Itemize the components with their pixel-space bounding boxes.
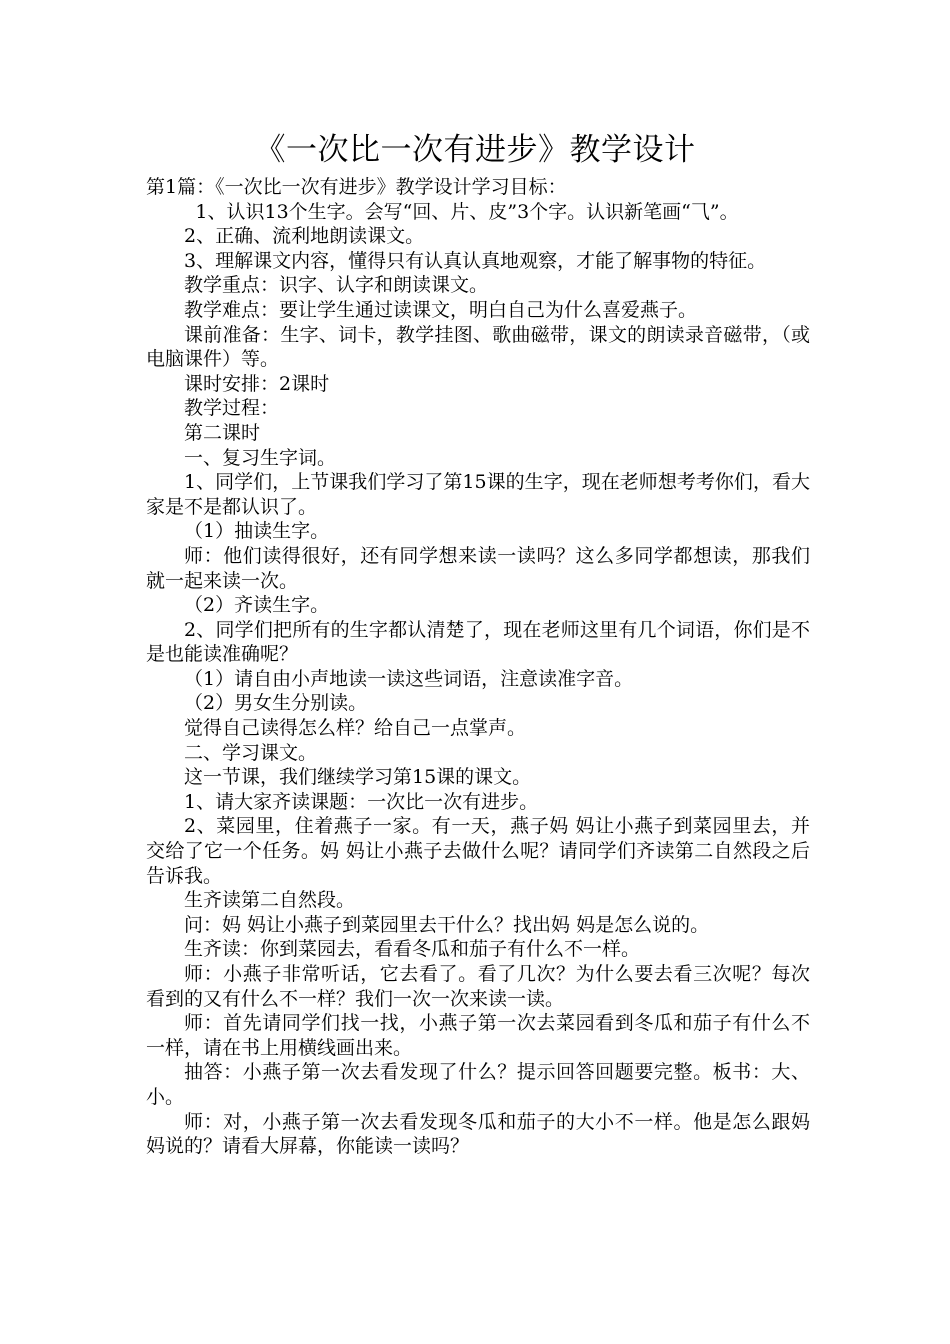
paragraph: （1）请自由小声地读一读这些词语，注意读准字音。 <box>184 667 634 690</box>
paragraph: （2）齐读生字。 <box>184 594 330 617</box>
paragraph: 1、认识13个生字。会写“回、片、皮”3个字。认识新笔画“⺄”。 <box>195 200 739 223</box>
paragraph: 2、同学们把所有的生字都认清楚了，现在老师这里有几个词语，你们是不是也能读准确呢？ <box>146 618 810 666</box>
paragraph: 抽答：小燕子第一次去看发现了什么？提示回答回题要完整。板书：大、小。 <box>146 1061 810 1108</box>
paragraph: 教学难点：要让学生通过读课文，明白自己为什么喜爱燕子。 <box>184 298 698 321</box>
paragraph: 第1篇：《一次比一次有进步》教学设计学习目标： <box>146 176 567 198</box>
document-title: 《一次比一次有进步》教学设计 <box>254 132 696 168</box>
paragraph: 3、理解课文内容，懂得只有认真认真地观察，才能了解事物的特征。 <box>184 249 767 272</box>
paragraph: 一、复习生字词。 <box>184 446 337 469</box>
paragraph: 课前准备：生字、词卡，教学挂图、歌曲磁带，课文的朗读录音磁带，（或电脑课件）等。 <box>146 323 810 371</box>
paragraph: 2、正确、流利地朗读课文。 <box>184 225 425 248</box>
paragraph: 第二课时 <box>184 421 261 444</box>
paragraph: 生齐读第二自然段。 <box>184 889 356 912</box>
paragraph: 觉得自己读得怎么样？给自己一点掌声。 <box>184 717 527 740</box>
paragraph: 1、同学们，上节课我们学习了第15课的生字，现在老师想考考你们，看大家是不是都认识了。 <box>146 471 810 518</box>
paragraph: 二、学习课文。 <box>184 741 318 764</box>
paragraph: 教学过程： <box>184 397 280 420</box>
paragraph: 1、请大家齐读课题：一次比一次有进步。 <box>184 790 539 813</box>
paragraph: 问：妈 妈让小燕子到菜园里去干什么？找出妈 妈是怎么说的。 <box>184 913 710 936</box>
paragraph: 这一节课，我们继续学习第15课的课文。 <box>184 766 532 789</box>
paragraph: 生齐读：你到菜园去，看看冬瓜和茄子有什么不一样。 <box>184 938 641 961</box>
paragraph: 师：首先请同学们找一找，小燕子第一次去菜园看到冬瓜和茄子有什么不一样，请在书上用横线画出来。 <box>146 1012 810 1059</box>
paragraph: 2、菜园里，住着燕子一家。有一天，燕子妈 妈让小燕子到菜园里去，并交给了它一个任务。妈 妈让小燕子去做什么呢？请同学们齐读第二自然段之后告诉我。 <box>146 815 810 887</box>
paragraph: （1）抽读生字。 <box>184 520 330 543</box>
paragraph: 教学重点：识字、认字和朗读课文。 <box>184 274 489 297</box>
paragraph: （2）男女生分别读。 <box>184 692 368 715</box>
paragraph: 课时安排：2课时 <box>184 372 330 395</box>
document-body <box>146 175 810 1159</box>
paragraph: 师：他们读得很好，还有同学想来读一读吗？这么多同学都想读，那我们就一起来读一次。 <box>146 544 810 592</box>
paragraph: 师：对，小燕子第一次去看发现冬瓜和茄子的大小不一样。他是怎么跟妈 妈说的？请看大屏幕，你能读一读吗？ <box>146 1110 810 1158</box>
paragraph: 师：小燕子非常听话，它去看了。看了几次？为什么要去看三次呢？每次看到的又有什么不一样？我们一次一次来读一读。 <box>146 963 810 1010</box>
